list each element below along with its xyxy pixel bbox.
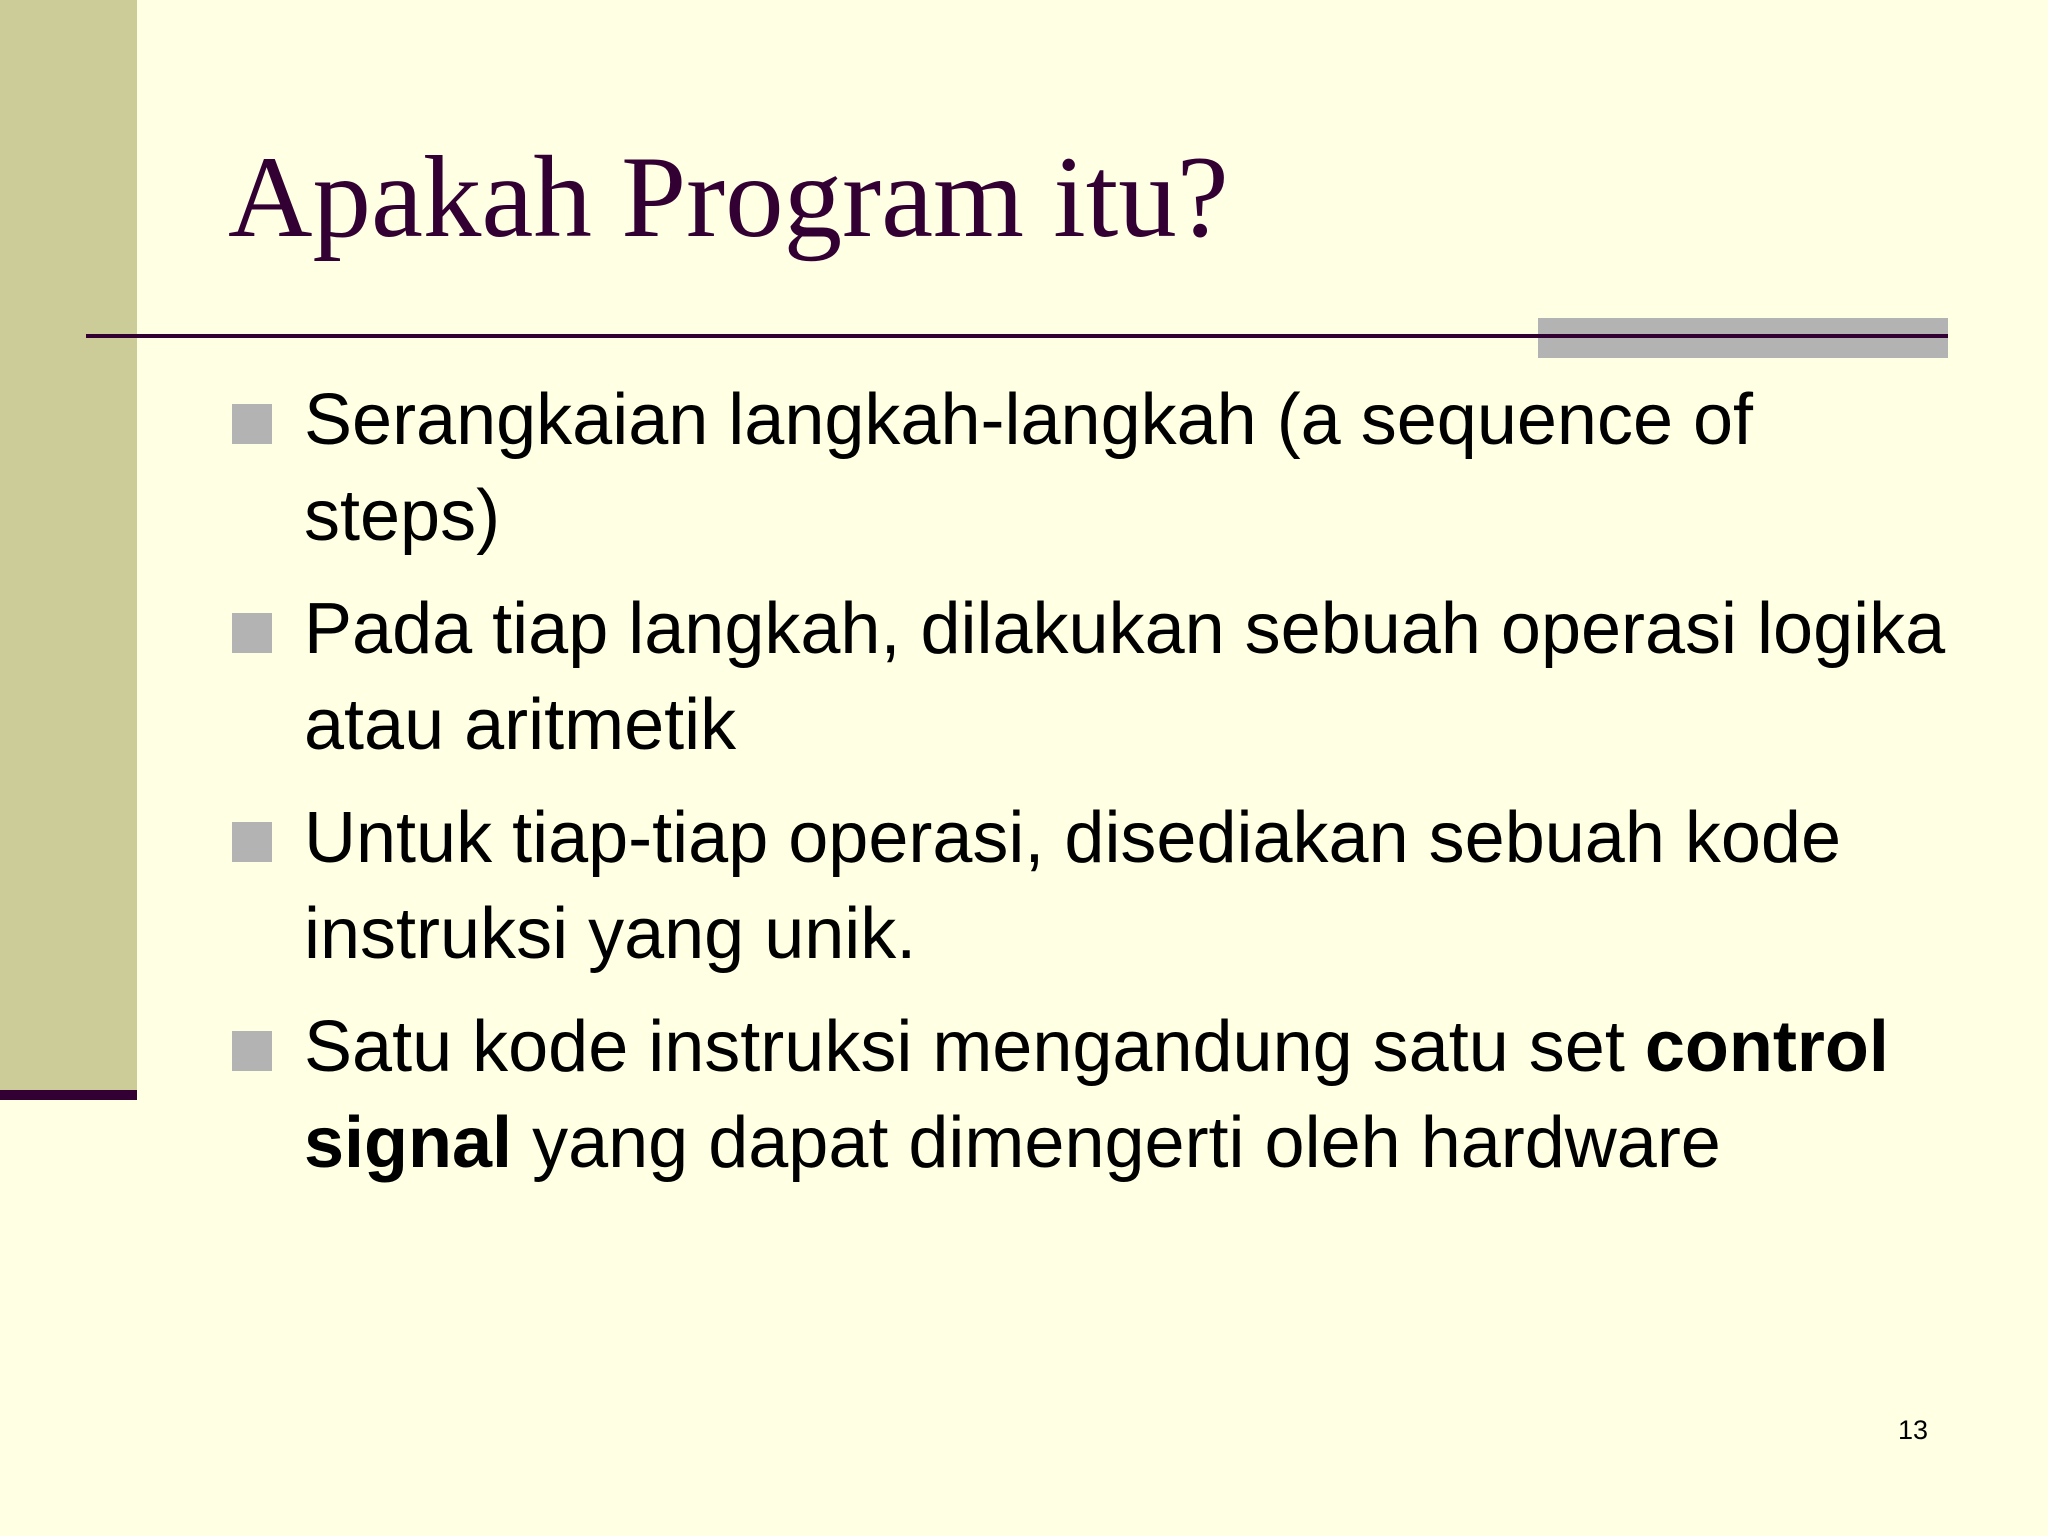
bullet-text: Untuk tiap-tiap operasi, disediakan sebuah kode instruksi yang unik. <box>304 798 1841 974</box>
slide-title: Apakah Program itu? <box>228 133 1229 262</box>
divider-accent-bar <box>1538 318 1948 358</box>
square-bullet-icon <box>232 404 272 444</box>
bullet-item <box>232 581 1948 773</box>
bullet-list <box>232 372 1948 1208</box>
bullet-text: Pada tiap langkah, dilakukan sebuah operasi logika atau aritmetik <box>304 589 1946 765</box>
bullet-item <box>232 999 1948 1191</box>
page-number: 13 <box>1897 1415 1928 1445</box>
square-bullet-icon <box>232 822 272 862</box>
bullet-bold-term: control signal <box>304 1007 1889 1183</box>
side-band-underline <box>0 1090 137 1100</box>
bullet-item <box>232 372 1948 564</box>
bullet-text-start: Satu kode instruksi mengandung satu set <box>304 1007 1625 1087</box>
square-bullet-icon <box>232 1031 272 1071</box>
bullet-text: Serangkaian langkah-langkah (a sequence of steps) <box>304 380 1754 556</box>
bullet-item <box>232 790 1948 982</box>
bullet-text-end: yang dapat dimengerti oleh hardware <box>532 1103 1721 1183</box>
square-bullet-icon <box>232 613 272 653</box>
side-band-decoration <box>0 0 137 1090</box>
